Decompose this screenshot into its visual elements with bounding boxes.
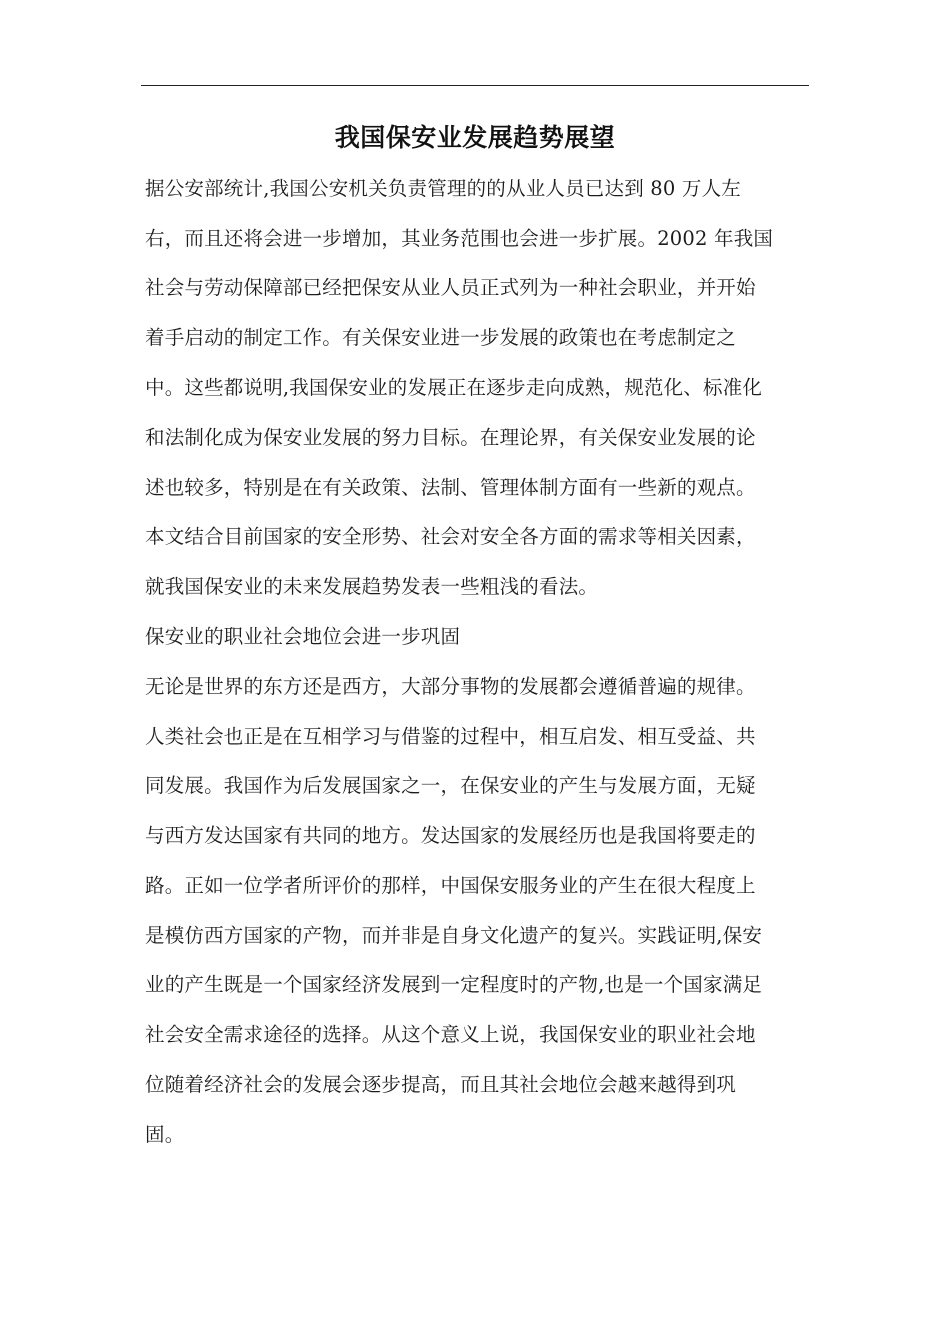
body-line: 无论是世界的东方还是西方，大部分事物的发展都会遵循普遍的规律。 bbox=[145, 675, 756, 698]
body-line: 人类社会也正是在互相学习与借鉴的过程中，相互启发、相互受益、共 bbox=[145, 725, 756, 748]
body-line: 社会安全需求途径的选择。从这个意义上说，我国保安业的职业社会地 bbox=[145, 1023, 756, 1046]
body-line: 位随着经济社会的发展会逐步提高，而且其社会地位会越来越得到巩 bbox=[145, 1073, 737, 1096]
body-line: 和法制化成为保安业发展的努力目标。在理论界，有关保安业发展的论 bbox=[145, 426, 756, 449]
document-title: 我国保安业发展趋势展望 bbox=[334, 123, 616, 152]
body-line: 述也较多，特别是在有关政策、法制、管理体制方面有一些新的观点。 bbox=[145, 476, 756, 499]
body-line: 社会与劳动保障部已经把保安从业人员正式列为一种社会职业，并开始 bbox=[145, 276, 756, 299]
body-line: 固。 bbox=[145, 1123, 185, 1146]
body-line: 是模仿西方国家的产物，而并非是自身文化遗产的复兴。实践证明,保安 bbox=[145, 924, 763, 947]
body-line: 同发展。我国作为后发展国家之一，在保安业的产生与发展方面，无疑 bbox=[145, 774, 756, 797]
body-line: 据公安部统计,我国公安机关负责管理的的从业人员已达到 80 万人左 bbox=[145, 177, 742, 200]
body-line: 业的产生既是一个国家经济发展到一定程度时的产物,也是一个国家满足 bbox=[145, 973, 763, 996]
body-line: 着手启动的制定工作。有关保安业进一步发展的政策也在考虑制定之 bbox=[145, 326, 737, 349]
body-line: 就我国保安业的未来发展趋势发表一些粗浅的看法。 bbox=[145, 575, 599, 598]
body-line: 中。这些都说明,我国保安业的发展正在逐步走向成熟，规范化、标准化 bbox=[145, 376, 763, 399]
section-heading: 保安业的职业社会地位会进一步巩固 bbox=[145, 625, 461, 648]
body-line: 路。正如一位学者所评价的那样，中国保安服务业的产生在很大程度上 bbox=[145, 874, 756, 897]
header-rule bbox=[141, 85, 809, 86]
body-line: 本文结合目前国家的安全形势、社会对安全各方面的需求等相关因素， bbox=[145, 525, 756, 548]
body-line: 与西方发达国家有共同的地方。发达国家的发展经历也是我国将要走的 bbox=[145, 824, 756, 847]
body-line: 右，而且还将会进一步增加，其业务范围也会进一步扩展。2002 年我国 bbox=[145, 227, 774, 250]
